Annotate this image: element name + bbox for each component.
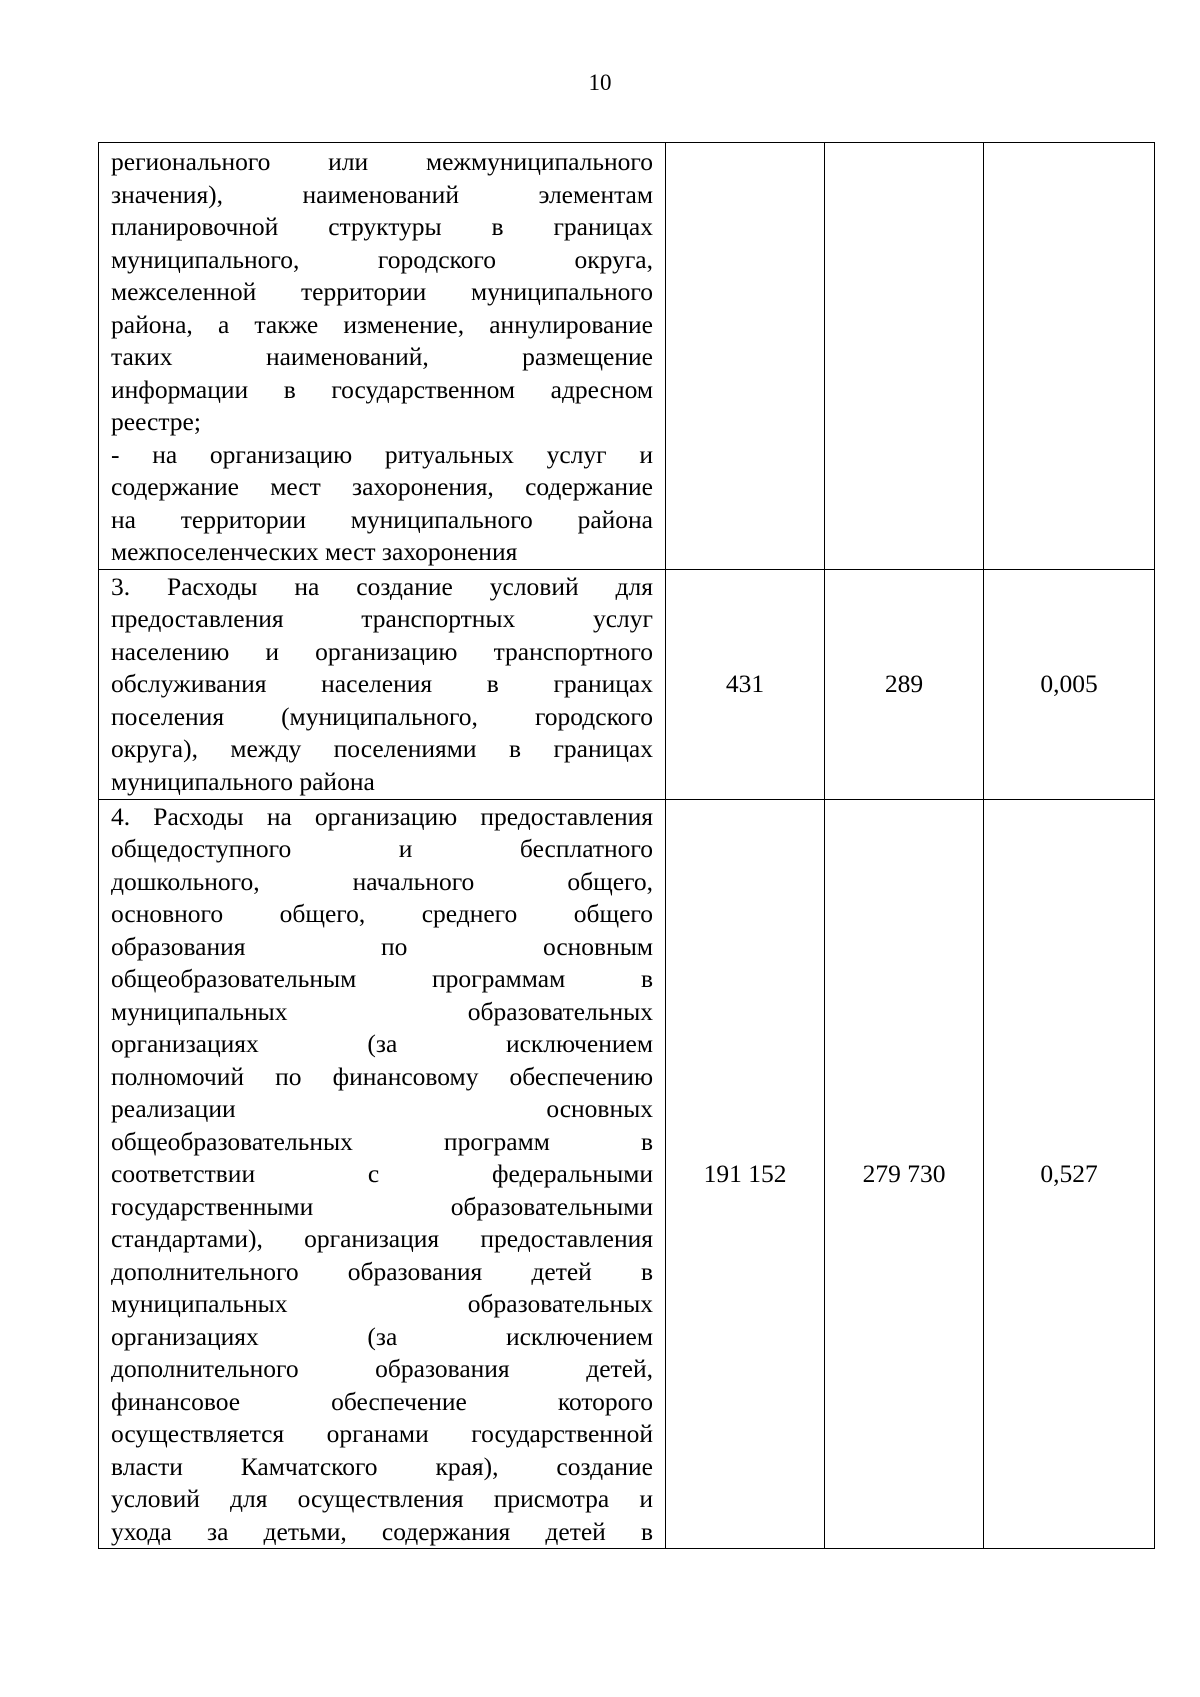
- page-number: 10: [588, 70, 612, 95]
- value-cell-2: 289: [825, 569, 984, 799]
- description-line: предоставления транспортных услуг: [111, 604, 653, 634]
- description-line: реестре;: [111, 407, 201, 436]
- description-line: межселенной территории муниципального: [111, 277, 653, 306]
- value-cell-1: 191 152: [666, 799, 825, 1549]
- description-line: регионального или межмуниципального: [111, 147, 653, 176]
- description-line: дополнительного образования детей в: [111, 1256, 653, 1286]
- description-line: соответствии с федеральными: [111, 1159, 653, 1188]
- description-line: осуществляется органами государственной: [111, 1419, 653, 1448]
- description-line: поселения (муниципального, городского: [111, 701, 653, 731]
- table-row: [99, 143, 1155, 570]
- description-line: власти Камчатского края), создание: [111, 1451, 653, 1481]
- description-line: населению и организацию транспортного: [111, 636, 653, 666]
- description-line: условий для осуществления присмотра и: [111, 1484, 653, 1513]
- description-line: 3. Расходы на создание условий для: [111, 571, 653, 601]
- description-line: района, а также изменение, аннулирование: [111, 309, 653, 339]
- description-line: межпоселенческих мест захоронения: [111, 537, 518, 566]
- description-line: стандартами), организация предоставления: [111, 1224, 653, 1253]
- value-cell-3: 0,005: [984, 569, 1155, 799]
- description-line: содержание мест захоронения, содержание: [111, 472, 653, 501]
- description-cell: [99, 143, 666, 570]
- table-row: [99, 799, 1155, 1549]
- description-line: дошкольного, начального общего,: [111, 866, 653, 896]
- description-line: 4. Расходы на организацию предоставления: [111, 801, 653, 831]
- description-line: общеобразовательным программам в: [111, 964, 653, 993]
- description-cell: [99, 799, 666, 1549]
- description-line: значения), наименований элементам: [111, 179, 653, 209]
- description-line: на территории муниципального района: [111, 504, 653, 534]
- value-cell-3: [984, 143, 1155, 570]
- expenses-table: [98, 142, 1155, 1549]
- description-line: финансовое обеспечение которого: [111, 1386, 653, 1416]
- description-line: информации в государственном адресном: [111, 374, 653, 404]
- value-cell-1: [666, 143, 825, 570]
- description-line: полномочий по финансовому обеспечению: [111, 1061, 653, 1091]
- description-line: планировочной структуры в границах: [111, 212, 653, 241]
- description-line: реализации основных: [111, 1094, 653, 1123]
- description-line: муниципальных образовательных: [111, 996, 653, 1026]
- value-cell-2: 279 730: [825, 799, 984, 1549]
- description-line: дополнительного образования детей,: [111, 1354, 653, 1383]
- description-cell: [99, 569, 666, 799]
- value-cell-2: [825, 143, 984, 570]
- description-line: муниципального, городского округа,: [111, 244, 653, 274]
- description-line: общедоступного и бесплатного: [111, 834, 653, 863]
- description-line: организациях (за исключением: [111, 1029, 653, 1058]
- description-line: образования по основным: [111, 931, 653, 961]
- description-line: ухода за детьми, содержания детей в: [111, 1516, 653, 1546]
- description-line: муниципальных образовательных: [111, 1289, 653, 1318]
- value-cell-3: 0,527: [984, 799, 1155, 1549]
- description-line: общеобразовательных программ в: [111, 1126, 653, 1156]
- value-cell-1: 431: [666, 569, 825, 799]
- description-line: таких наименований, размещение: [111, 342, 653, 371]
- description-line: - на организацию ритуальных услуг и: [111, 439, 653, 469]
- description-line: организациях (за исключением: [111, 1321, 653, 1351]
- description-line: государственными образовательными: [111, 1191, 653, 1221]
- description-line: обслуживания населения в границах: [111, 669, 653, 699]
- description-line: округа), между поселениями в границах: [111, 734, 653, 764]
- description-line: муниципального района: [111, 766, 375, 796]
- description-line: основного общего, среднего общего: [111, 899, 653, 928]
- table-row: [99, 569, 1155, 799]
